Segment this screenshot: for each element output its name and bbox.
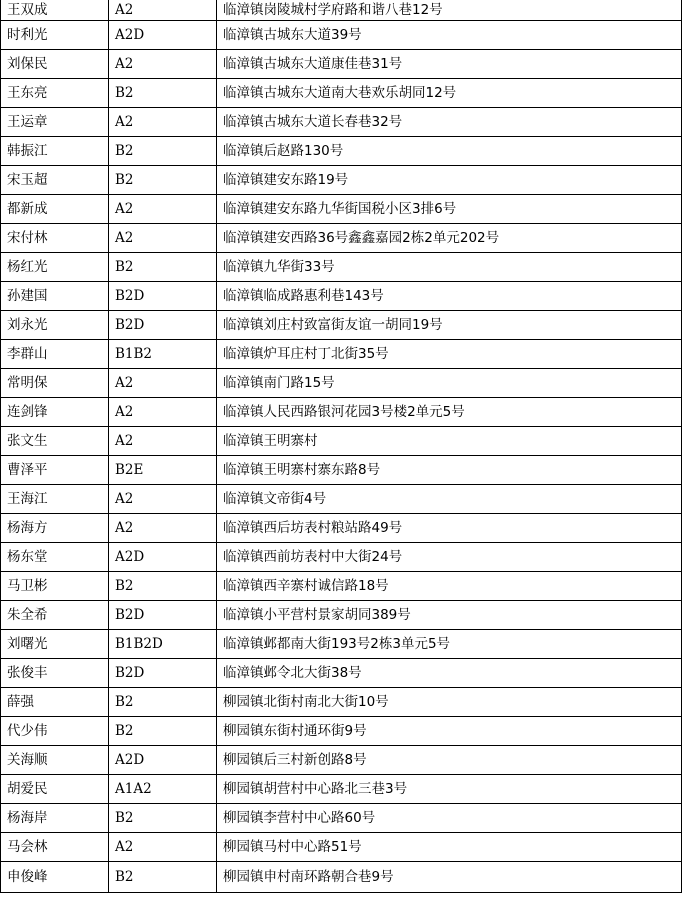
license-class-cell: B2 — [109, 862, 217, 893]
address-cell: 柳园镇东街村通环街9号 — [217, 717, 682, 746]
license-class-cell: B2D — [109, 311, 217, 340]
driver-name-cell: 李群山 — [1, 340, 109, 369]
address-cell: 临漳镇邺都南大街193号2栋3单元5号 — [217, 630, 682, 659]
table-row — [1, 862, 682, 893]
table-row — [1, 369, 682, 398]
license-class-cell: B2 — [109, 137, 217, 166]
table-row — [1, 717, 682, 746]
table-row — [1, 804, 682, 833]
driver-name-cell: 杨红光 — [1, 253, 109, 282]
address-cell: 临漳镇古城东大道康佳巷31号 — [217, 50, 682, 79]
driver-name-cell: 薛强 — [1, 688, 109, 717]
address-cell: 柳园镇申村南环路朝合巷9号 — [217, 862, 682, 893]
license-class-cell: A2 — [109, 108, 217, 137]
license-class-cell: A2 — [109, 398, 217, 427]
license-class-cell: A2D — [109, 746, 217, 775]
address-cell: 柳园镇马村中心路51号 — [217, 833, 682, 862]
table-row — [1, 282, 682, 311]
table-row — [1, 311, 682, 340]
table-row — [1, 427, 682, 456]
license-class-cell: B2 — [109, 717, 217, 746]
license-class-cell: A2 — [109, 0, 217, 21]
table-row — [1, 0, 682, 21]
address-cell: 临漳镇古城东大道南大巷欢乐胡同12号 — [217, 79, 682, 108]
driver-name-cell: 胡爱民 — [1, 775, 109, 804]
table-row — [1, 572, 682, 601]
table-row — [1, 398, 682, 427]
license-class-cell: A2 — [109, 485, 217, 514]
address-cell: 柳园镇李营村中心路60号 — [217, 804, 682, 833]
address-cell: 柳园镇胡营村中心路北三巷3号 — [217, 775, 682, 804]
address-cell: 临漳镇古城东大道长春巷32号 — [217, 108, 682, 137]
license-class-cell: A2 — [109, 514, 217, 543]
address-cell: 临漳镇文帝街4号 — [217, 485, 682, 514]
driver-name-cell: 朱全希 — [1, 601, 109, 630]
address-cell: 临漳镇刘庄村致富街友谊一胡同19号 — [217, 311, 682, 340]
table-row — [1, 775, 682, 804]
driver-name-cell: 关海顺 — [1, 746, 109, 775]
license-class-cell: A2 — [109, 50, 217, 79]
table-row — [1, 746, 682, 775]
address-cell: 临漳镇炉耳庄村丁北街35号 — [217, 340, 682, 369]
license-class-cell: A2D — [109, 543, 217, 572]
driver-name-cell: 宋付林 — [1, 224, 109, 253]
license-class-cell: A2 — [109, 224, 217, 253]
driver-name-cell: 张俊丰 — [1, 659, 109, 688]
license-class-cell: B1B2D — [109, 630, 217, 659]
driver-name-cell: 孙建国 — [1, 282, 109, 311]
table-row — [1, 456, 682, 485]
address-cell: 临漳镇建安东路九华街国税小区3排6号 — [217, 195, 682, 224]
address-cell: 临漳镇后赵路130号 — [217, 137, 682, 166]
driver-name-cell: 时利光 — [1, 21, 109, 50]
table-row — [1, 688, 682, 717]
driver-name-cell: 连剑锋 — [1, 398, 109, 427]
driver-name-cell: 王双成 — [1, 0, 109, 21]
table-row — [1, 601, 682, 630]
table-row — [1, 50, 682, 79]
table-row — [1, 21, 682, 50]
address-cell: 临漳镇人民西路银河花园3号楼2单元5号 — [217, 398, 682, 427]
table-row — [1, 108, 682, 137]
table-row — [1, 514, 682, 543]
driver-name-cell: 都新成 — [1, 195, 109, 224]
license-class-cell: B2 — [109, 253, 217, 282]
address-cell: 临漳镇王明寨村 — [217, 427, 682, 456]
license-class-cell: B2 — [109, 572, 217, 601]
driver-name-cell: 常明保 — [1, 369, 109, 398]
driver-name-cell: 代少伟 — [1, 717, 109, 746]
table-row — [1, 166, 682, 195]
driver-name-cell: 刘保民 — [1, 50, 109, 79]
driver-name-cell: 杨海岸 — [1, 804, 109, 833]
table-row — [1, 195, 682, 224]
license-class-cell: A2 — [109, 833, 217, 862]
license-class-cell: A2 — [109, 427, 217, 456]
address-cell: 临漳镇临成路惠利巷143号 — [217, 282, 682, 311]
license-class-cell: A2 — [109, 369, 217, 398]
license-class-cell: B1B2 — [109, 340, 217, 369]
license-class-cell: B2 — [109, 688, 217, 717]
address-cell: 临漳镇九华街33号 — [217, 253, 682, 282]
driver-name-cell: 王海江 — [1, 485, 109, 514]
address-cell: 临漳镇建安东路19号 — [217, 166, 682, 195]
address-cell: 临漳镇建安西路36号鑫鑫嘉园2栋2单元202号 — [217, 224, 682, 253]
driver-name-cell: 马卫彬 — [1, 572, 109, 601]
license-class-cell: B2D — [109, 601, 217, 630]
address-cell: 临漳镇邺令北大街38号 — [217, 659, 682, 688]
address-cell: 临漳镇西前坊表村中大街24号 — [217, 543, 682, 572]
table-row — [1, 543, 682, 572]
records-table-body — [1, 0, 682, 893]
table-row — [1, 485, 682, 514]
driver-name-cell: 韩振江 — [1, 137, 109, 166]
driver-name-cell: 张文生 — [1, 427, 109, 456]
address-cell: 临漳镇小平营村景家胡同389号 — [217, 601, 682, 630]
address-cell: 临漳镇西辛寨村诚信路18号 — [217, 572, 682, 601]
driver-name-cell: 王运章 — [1, 108, 109, 137]
license-class-cell: A2D — [109, 21, 217, 50]
driver-name-cell: 刘曙光 — [1, 630, 109, 659]
table-row — [1, 137, 682, 166]
table-row — [1, 659, 682, 688]
address-cell: 柳园镇后三村新创路8号 — [217, 746, 682, 775]
table-row — [1, 79, 682, 108]
license-class-cell: B2 — [109, 804, 217, 833]
address-cell: 柳园镇北街村南北大街10号 — [217, 688, 682, 717]
driver-name-cell: 王东亮 — [1, 79, 109, 108]
license-class-cell: B2 — [109, 79, 217, 108]
address-cell: 临漳镇南门路15号 — [217, 369, 682, 398]
table-row — [1, 340, 682, 369]
license-class-cell: B2E — [109, 456, 217, 485]
driver-name-cell: 刘永光 — [1, 311, 109, 340]
driver-name-cell: 宋玉超 — [1, 166, 109, 195]
driver-name-cell: 杨海方 — [1, 514, 109, 543]
table-row — [1, 253, 682, 282]
driver-name-cell: 曹泽平 — [1, 456, 109, 485]
address-cell: 临漳镇岗陵城村学府路和谐八巷12号 — [217, 0, 682, 21]
license-class-cell: A2 — [109, 195, 217, 224]
license-class-cell: A1A2 — [109, 775, 217, 804]
driver-name-cell: 杨东堂 — [1, 543, 109, 572]
driver-name-cell: 申俊峰 — [1, 862, 109, 893]
table-row — [1, 224, 682, 253]
address-cell: 临漳镇西后坊表村粮站路49号 — [217, 514, 682, 543]
driver-name-cell: 马会林 — [1, 833, 109, 862]
license-class-cell: B2 — [109, 166, 217, 195]
license-class-cell: B2D — [109, 282, 217, 311]
table-row — [1, 630, 682, 659]
address-cell: 临漳镇古城东大道39号 — [217, 21, 682, 50]
address-cell: 临漳镇王明寨村寨东路8号 — [217, 456, 682, 485]
license-class-cell: B2D — [109, 659, 217, 688]
table-row — [1, 833, 682, 862]
